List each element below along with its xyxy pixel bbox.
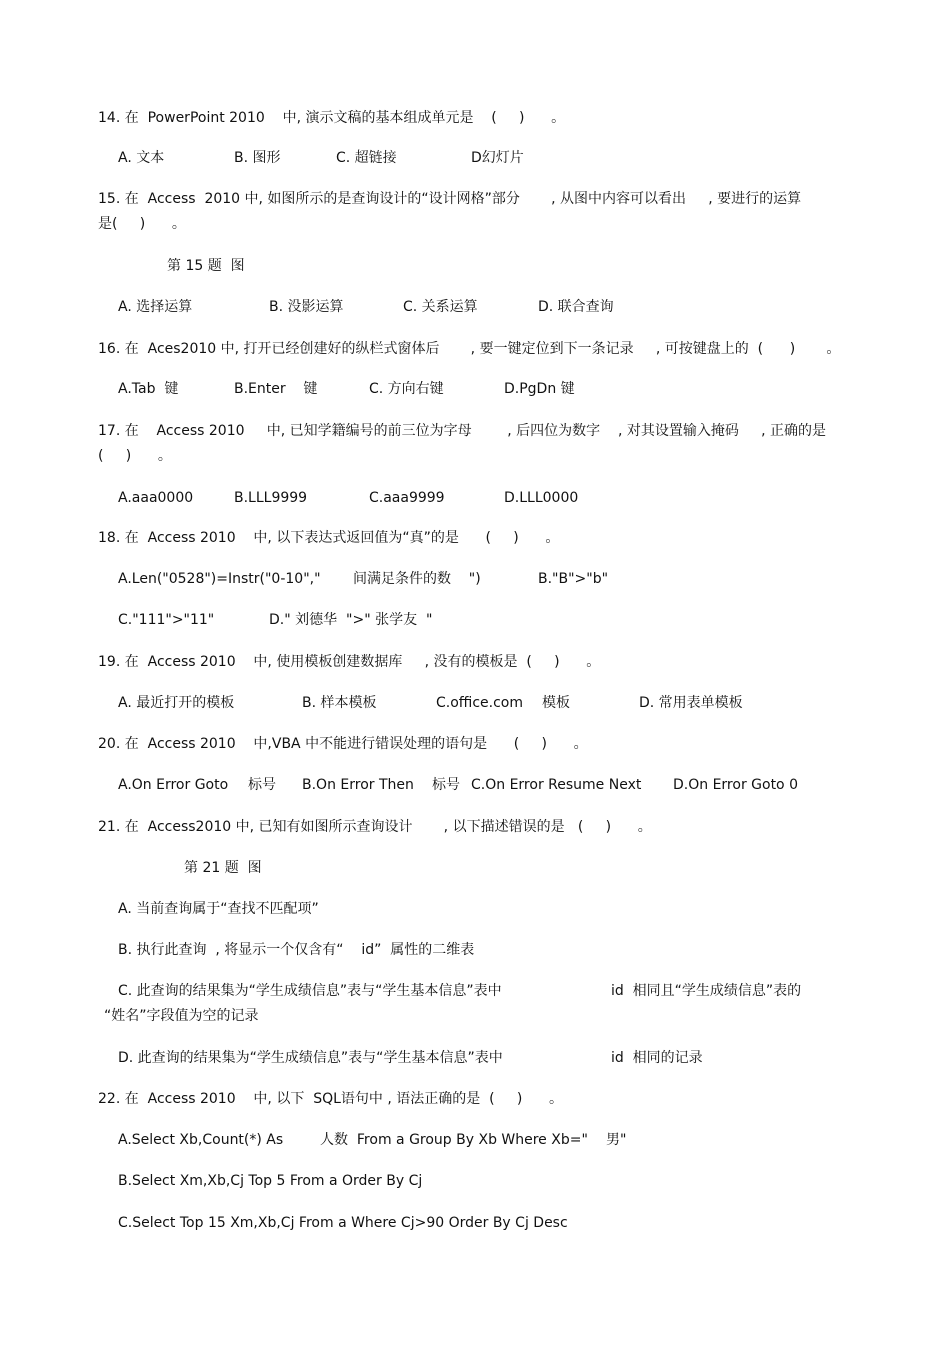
q17-option-c: C.aaa9999 xyxy=(369,490,445,506)
q15-option-c: C. 关系运算 xyxy=(403,299,478,315)
q17-stem: 17. 在 Access 2010 中, 已知学籍编号的前三位为字母 , 后四位为数字 , 对其设置输入掩码 , 正确的是 xyxy=(98,423,827,439)
q21-option-c-line2: “姓名”字段值为空的记录 xyxy=(104,1008,259,1024)
q19-option-a: A. 最近打开的模板 xyxy=(118,695,235,711)
q14-option-b: B. 图形 xyxy=(234,150,281,166)
q20-option-a: A.On Error Goto xyxy=(118,777,229,793)
q18-option-a-cont: 间满足条件的数 ") xyxy=(353,571,481,587)
q22-stem: 22. 在 Access 2010 中, 以下 SQL语句中 , 语法正确的是 ( ) 。 xyxy=(98,1091,564,1107)
q20-option-d: D.On Error Goto 0 xyxy=(673,777,798,793)
q21-figure-caption: 第 21 题 图 xyxy=(184,860,262,876)
q18-option-b: B."B">"b" xyxy=(538,571,609,587)
q14-option-a: A. 文本 xyxy=(118,150,165,166)
q22-option-a-cont: 人数 From a Group By Xb Where Xb=" xyxy=(320,1132,588,1148)
q15-option-d: D. 联合查询 xyxy=(538,299,614,315)
q21-option-d-cont: id 相同的记录 xyxy=(611,1050,703,1066)
q18-option-a: A.Len("0528")=Instr("0-10"," xyxy=(118,571,321,587)
q15-option-a: A. 选择运算 xyxy=(118,299,193,315)
q21-option-c: C. 此查询的结果集为“学生成绩信息”表与“学生基本信息”表中 xyxy=(118,983,502,999)
q21-option-d: D. 此查询的结果集为“学生成绩信息”表与“学生基本信息”表中 xyxy=(118,1050,503,1066)
q16-option-b: B.Enter 键 xyxy=(234,381,318,397)
q15-stem-cont: 是( ) 。 xyxy=(98,216,186,232)
q20-option-a-cont: 标号 xyxy=(248,777,276,793)
q20-option-c: C.On Error Resume Next xyxy=(471,777,642,793)
q14-option-d: D幻灯片 xyxy=(471,150,524,166)
q22-option-b: B.Select Xm,Xb,Cj Top 5 From a Order By Cj xyxy=(118,1173,423,1189)
q22-option-a-end: 男" xyxy=(606,1132,627,1148)
q20-option-b: B.On Error Then xyxy=(302,777,414,793)
q16-option-d: D.PgDn 键 xyxy=(504,381,575,397)
q21-stem: 21. 在 Access2010 中, 已知有如图所示查询设计 , 以下描述错误的是 ( ) 。 xyxy=(98,819,652,835)
q21-option-a: A. 当前查询属于“查找不匹配项” xyxy=(118,901,319,917)
q17-option-d: D.LLL0000 xyxy=(504,490,579,506)
q21-option-b: B. 执行此查询 , 将显示一个仅含有“ id” 属性的二维表 xyxy=(118,942,475,958)
q15-option-b: B. 没影运算 xyxy=(269,299,344,315)
q18-option-c: C."111">"11" xyxy=(118,612,215,628)
q15-stem: 15. 在 Access 2010 中, 如图所示的是查询设计的“设计网格”部分 , 从图中内容可以看出 , 要进行的运算 xyxy=(98,191,802,207)
q17-option-b: B.LLL9999 xyxy=(234,490,308,506)
q19-option-b: B. 样本模板 xyxy=(302,695,377,711)
q18-stem: 18. 在 Access 2010 中, 以下表达式返回值为“真”的是 ( ) 。 xyxy=(98,530,560,546)
q14-stem: 14. 在 PowerPoint 2010 中, 演示文稿的基本组成单元是 ( ) 。 xyxy=(98,110,566,126)
q16-option-a: A.Tab 键 xyxy=(118,381,179,397)
q19-option-c: C.office.com xyxy=(436,695,523,711)
q19-option-c-cont: 模板 xyxy=(542,695,570,711)
q20-option-b-cont: 标号 xyxy=(432,777,460,793)
q17-option-a: A.aaa0000 xyxy=(118,490,194,506)
q18-option-d: D." 刘德华 ">" 张学友 " xyxy=(269,612,433,628)
q17-stem-cont: ( ) 。 xyxy=(98,448,172,464)
q15-figure-caption: 第 15 题 图 xyxy=(167,258,245,274)
q16-option-c: C. 方向右键 xyxy=(369,381,444,397)
q16-stem: 16. 在 Aces2010 中, 打开已经创建好的纵栏式窗体后 , 要一键定位到下一条记录 , 可按键盘上的 ( ) 。 xyxy=(98,341,841,357)
q22-option-a: A.Select Xb,Count(*) As xyxy=(118,1132,284,1148)
q19-option-d: D. 常用表单模板 xyxy=(639,695,743,711)
q22-option-c: C.Select Top 15 Xm,Xb,Cj From a Where Cj>90 Order By Cj Desc xyxy=(118,1215,568,1231)
q20-stem: 20. 在 Access 2010 中,VBA 中不能进行错误处理的语句是 ( ) 。 xyxy=(98,736,588,752)
q19-stem: 19. 在 Access 2010 中, 使用模板创建数据库 , 没有的模板是 ( ) 。 xyxy=(98,654,601,670)
q14-option-c: C. 超链接 xyxy=(336,150,397,166)
q21-option-c-cont: id 相同且“学生成绩信息”表的 xyxy=(611,983,802,999)
